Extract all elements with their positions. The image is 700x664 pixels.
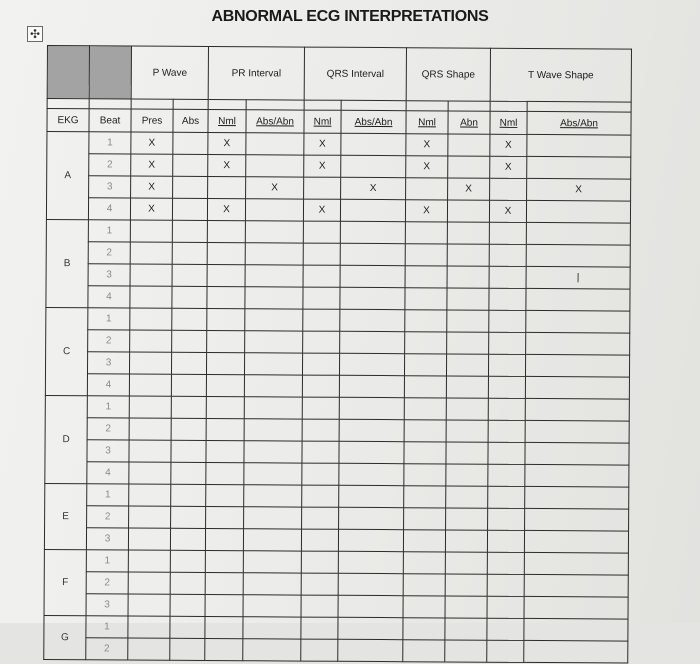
cell-p-pres[interactable]: X — [131, 132, 173, 154]
cell-pr-nml[interactable] — [206, 462, 244, 484]
cell-pr-nml[interactable]: X — [208, 154, 246, 176]
cell-qrs-int-nml[interactable] — [302, 353, 339, 375]
cell-p-abs[interactable] — [171, 484, 206, 506]
cell-qrs-shape-abn[interactable] — [448, 134, 490, 156]
cell-p-pres[interactable]: X — [131, 154, 173, 176]
cell-pr-nml[interactable] — [206, 506, 244, 528]
cell-pr-abs-abn[interactable] — [244, 397, 302, 419]
cell-pr-nml[interactable] — [205, 594, 243, 616]
cell-qrs-shape-abn[interactable] — [447, 310, 489, 332]
cell-qrs-shape-nml[interactable] — [404, 508, 446, 530]
beat-number: 2 — [86, 572, 128, 594]
cell-p-abs[interactable] — [173, 132, 208, 154]
cell-qrs-int-abs-abn[interactable] — [340, 221, 405, 243]
cell-qrs-int-abs-abn[interactable] — [338, 573, 403, 595]
subheader-t-wave-abs-abn: Abs/Abn — [527, 111, 631, 135]
cell-qrs-int-abs-abn[interactable] — [340, 243, 405, 265]
cell-qrs-shape-abn[interactable] — [445, 596, 487, 618]
beat-number: 3 — [88, 264, 130, 286]
subheader-ekg: EKG — [47, 109, 89, 132]
cell-p-abs[interactable] — [172, 242, 207, 264]
cell-pr-nml[interactable] — [206, 352, 244, 374]
cell-qrs-int-nml[interactable] — [303, 265, 340, 287]
subheader-qrs-shape-abn: Abn — [448, 111, 490, 134]
beat-number: 1 — [86, 616, 128, 638]
subheader-qrs-shape-nml: Nml — [406, 111, 448, 134]
cell-t-wave-nml[interactable] — [489, 288, 526, 310]
cell-t-wave-nml[interactable] — [489, 266, 526, 288]
cell-t-wave-nml[interactable] — [489, 332, 526, 354]
cell-qrs-shape-abn[interactable] — [446, 376, 488, 398]
cell-qrs-shape-nml[interactable]: X — [406, 134, 448, 156]
cell-qrs-int-nml[interactable]: X — [303, 199, 340, 221]
beat-number: 4 — [88, 198, 130, 220]
cell-t-wave-abs-abn[interactable] — [527, 134, 631, 157]
cell-pr-nml[interactable] — [207, 220, 245, 242]
cell-p-pres[interactable] — [130, 308, 172, 330]
cell-qrs-shape-nml[interactable] — [405, 288, 447, 310]
cell-p-abs[interactable] — [171, 396, 206, 418]
subheader-beat: Beat — [89, 109, 131, 132]
cell-p-pres[interactable] — [129, 374, 171, 396]
cell-qrs-int-abs-abn[interactable] — [339, 507, 404, 529]
cell-pr-nml[interactable] — [208, 176, 246, 198]
cell-qrs-int-abs-abn[interactable] — [338, 639, 403, 661]
cell-p-pres[interactable] — [129, 396, 171, 418]
cell-p-abs[interactable] — [171, 352, 206, 374]
cell-p-pres[interactable] — [128, 572, 170, 594]
cell-pr-nml[interactable] — [207, 286, 245, 308]
cell-qrs-int-abs-abn[interactable] — [338, 617, 403, 639]
beat-number: 3 — [89, 176, 131, 198]
cell-t-wave-nml[interactable] — [488, 486, 525, 508]
cell-qrs-shape-nml[interactable] — [404, 354, 446, 376]
cell-qrs-int-nml[interactable] — [303, 309, 340, 331]
cell-pr-nml[interactable] — [206, 396, 244, 418]
cell-qrs-shape-nml[interactable] — [403, 640, 445, 662]
cell-qrs-shape-nml[interactable]: X — [406, 156, 448, 178]
cell-qrs-shape-abn[interactable] — [445, 640, 487, 662]
beat-number: 4 — [87, 374, 129, 396]
cell-t-wave-nml[interactable] — [487, 530, 524, 552]
cell-t-wave-abs-abn[interactable] — [526, 310, 630, 333]
cell-qrs-int-abs-abn[interactable] — [339, 463, 404, 485]
cell-qrs-shape-abn[interactable] — [447, 222, 489, 244]
cell-qrs-int-abs-abn[interactable]: X — [341, 177, 406, 199]
cell-pr-nml[interactable] — [206, 484, 244, 506]
cell-qrs-shape-nml[interactable] — [403, 552, 445, 574]
cell-qrs-int-abs-abn[interactable] — [340, 265, 405, 287]
cell-pr-abs-abn[interactable] — [244, 375, 302, 397]
cell-qrs-shape-abn[interactable] — [447, 266, 489, 288]
cell-p-pres[interactable] — [128, 528, 170, 550]
cell-p-pres[interactable] — [128, 594, 170, 616]
beat-number: 3 — [86, 594, 128, 616]
cell-t-wave-abs-abn[interactable] — [526, 200, 630, 223]
cell-p-pres[interactable] — [130, 242, 172, 264]
cell-pr-abs-abn[interactable] — [245, 331, 303, 353]
cell-qrs-int-nml[interactable] — [301, 529, 338, 551]
cell-qrs-int-nml[interactable] — [301, 573, 338, 595]
cell-pr-nml[interactable] — [206, 440, 244, 462]
cell-p-pres[interactable] — [129, 352, 171, 374]
cell-qrs-int-nml[interactable] — [302, 441, 339, 463]
cell-pr-abs-abn[interactable] — [245, 243, 303, 265]
ekg-label: D — [45, 395, 88, 483]
header-qrs-shape: QRS Shape — [406, 48, 490, 102]
cell-qrs-shape-abn[interactable] — [445, 530, 487, 552]
beat-number: 3 — [87, 440, 129, 462]
ekg-label: A — [46, 132, 89, 220]
cell-pr-abs-abn[interactable] — [243, 573, 301, 595]
cell-qrs-shape-nml[interactable] — [405, 266, 447, 288]
cell-qrs-int-nml[interactable] — [301, 595, 338, 617]
cell-p-abs[interactable] — [172, 330, 207, 352]
cell-p-pres[interactable]: X — [131, 176, 173, 198]
cell-t-wave-abs-abn[interactable] — [524, 596, 628, 619]
cell-p-abs[interactable] — [173, 176, 208, 198]
cell-qrs-shape-abn[interactable] — [446, 508, 488, 530]
cell-qrs-shape-abn[interactable] — [447, 288, 489, 310]
cell-qrs-int-abs-abn[interactable] — [339, 353, 404, 375]
cell-qrs-shape-nml[interactable] — [403, 574, 445, 596]
cell-t-wave-nml[interactable] — [488, 442, 525, 464]
cell-t-wave-abs-abn[interactable] — [526, 288, 630, 311]
cell-p-abs[interactable] — [170, 528, 205, 550]
cell-qrs-shape-abn[interactable] — [446, 486, 488, 508]
cell-t-wave-abs-abn[interactable] — [527, 156, 631, 179]
beat-number: 1 — [86, 550, 128, 572]
cell-t-wave-nml[interactable] — [488, 354, 525, 376]
cell-t-wave-nml[interactable] — [489, 310, 526, 332]
cell-qrs-shape-nml[interactable] — [403, 596, 445, 618]
cell-qrs-int-abs-abn[interactable] — [339, 419, 404, 441]
cell-qrs-int-nml[interactable] — [302, 463, 339, 485]
cell-qrs-int-nml[interactable] — [301, 639, 338, 661]
cell-qrs-shape-abn[interactable] — [448, 156, 490, 178]
cell-t-wave-nml[interactable] — [487, 618, 524, 640]
cell-qrs-shape-nml[interactable] — [405, 310, 447, 332]
cell-p-pres[interactable] — [129, 418, 171, 440]
cell-p-abs[interactable] — [171, 506, 206, 528]
cell-qrs-shape-nml[interactable] — [404, 464, 446, 486]
cell-pr-nml[interactable] — [207, 264, 245, 286]
cell-qrs-shape-abn[interactable] — [445, 574, 487, 596]
cell-qrs-shape-abn[interactable] — [445, 552, 487, 574]
cell-qrs-shape-nml[interactable] — [405, 222, 447, 244]
cell-qrs-shape-abn[interactable] — [446, 354, 488, 376]
cell-t-wave-nml[interactable] — [489, 222, 526, 244]
cell-qrs-shape-abn[interactable] — [446, 420, 488, 442]
subheader-p-abs: Abs — [173, 109, 208, 132]
header-blank-ekg — [47, 46, 89, 99]
cell-qrs-shape-nml[interactable]: X — [405, 200, 447, 222]
cell-qrs-int-nml[interactable] — [304, 177, 341, 199]
page-title: ABNORMAL ECG INTERPRETATIONS — [211, 8, 489, 25]
cell-pr-abs-abn[interactable] — [243, 617, 301, 639]
cell-qrs-int-abs-abn[interactable] — [341, 155, 406, 177]
subheader-qrs-int-abs-abn: Abs/Abn — [341, 110, 406, 133]
cell-pr-nml[interactable]: X — [207, 198, 245, 220]
cell-qrs-shape-abn[interactable] — [446, 442, 488, 464]
header-pr-interval: PR Interval — [208, 46, 304, 100]
cell-pr-nml[interactable] — [206, 418, 244, 440]
table-row — [44, 637, 628, 663]
cell-qrs-shape-abn[interactable] — [446, 398, 488, 420]
cell-pr-abs-abn[interactable] — [246, 133, 304, 155]
header-p-wave: P Wave — [131, 46, 208, 99]
cell-pr-nml[interactable] — [206, 374, 244, 396]
cell-pr-abs-abn[interactable] — [244, 507, 302, 529]
cell-p-pres[interactable] — [128, 616, 170, 638]
cell-qrs-int-nml[interactable] — [303, 287, 340, 309]
cell-t-wave-abs-abn[interactable] — [524, 640, 628, 663]
cell-t-wave-abs-abn[interactable] — [524, 618, 628, 641]
cell-qrs-shape-abn[interactable] — [447, 332, 489, 354]
cell-qrs-shape-nml[interactable] — [403, 618, 445, 640]
cell-qrs-int-nml[interactable] — [303, 243, 340, 265]
beat-number: 4 — [87, 462, 129, 484]
header-t-wave-shape: T Wave Shape — [490, 48, 631, 102]
cell-qrs-int-nml[interactable] — [302, 485, 339, 507]
cell-t-wave-nml[interactable] — [487, 596, 524, 618]
cell-p-abs[interactable] — [171, 374, 206, 396]
cell-t-wave-nml[interactable]: X — [490, 156, 527, 178]
subheader-pr-abs-abn: Abs/Abn — [246, 110, 304, 133]
cell-qrs-shape-nml[interactable] — [404, 486, 446, 508]
ekg-label: G — [44, 615, 86, 659]
cell-t-wave-nml[interactable] — [487, 640, 524, 662]
cell-t-wave-nml[interactable] — [490, 178, 527, 200]
cell-qrs-shape-nml[interactable] — [405, 332, 447, 354]
cell-qrs-int-nml[interactable]: X — [304, 133, 341, 155]
cell-pr-abs-abn[interactable] — [243, 639, 301, 661]
beat-number: 1 — [88, 220, 130, 242]
beat-number: 2 — [89, 154, 131, 176]
cell-qrs-int-abs-abn[interactable] — [340, 331, 405, 353]
cell-qrs-shape-nml[interactable] — [405, 244, 447, 266]
cell-p-pres[interactable] — [130, 220, 172, 242]
cell-t-wave-abs-abn[interactable] — [525, 508, 629, 531]
header-blank-beat — [89, 46, 131, 99]
cell-pr-nml[interactable] — [207, 242, 245, 264]
cell-pr-abs-abn[interactable] — [244, 441, 302, 463]
cell-p-pres[interactable] — [128, 638, 170, 660]
cell-qrs-int-nml[interactable] — [302, 397, 339, 419]
cell-qrs-shape-nml[interactable] — [404, 420, 446, 442]
subheader-qrs-int-nml: Nml — [304, 110, 341, 133]
beat-number: 4 — [88, 286, 130, 308]
cell-pr-nml[interactable] — [207, 330, 245, 352]
table-body — [44, 132, 631, 664]
cell-p-abs[interactable] — [170, 638, 205, 660]
cell-qrs-int-abs-abn[interactable] — [340, 309, 405, 331]
cell-p-abs[interactable] — [171, 440, 206, 462]
cell-qrs-shape-nml[interactable] — [404, 376, 446, 398]
cell-qrs-int-nml[interactable] — [302, 507, 339, 529]
cell-qrs-int-abs-abn[interactable] — [338, 551, 403, 573]
cell-qrs-int-nml[interactable]: X — [304, 155, 341, 177]
cell-t-wave-abs-abn[interactable] — [526, 332, 630, 355]
cell-pr-nml[interactable] — [205, 550, 243, 572]
cell-p-abs[interactable] — [172, 198, 207, 220]
ekg-label: E — [44, 483, 86, 549]
cell-pr-nml[interactable] — [207, 308, 245, 330]
cell-qrs-int-abs-abn[interactable] — [339, 485, 404, 507]
cell-t-wave-abs-abn[interactable]: X — [527, 178, 631, 201]
cell-pr-nml[interactable] — [205, 528, 243, 550]
cell-qrs-shape-abn[interactable] — [446, 464, 488, 486]
cell-qrs-int-abs-abn[interactable] — [338, 529, 403, 551]
cell-p-abs[interactable] — [171, 462, 206, 484]
cell-qrs-int-nml[interactable] — [302, 375, 339, 397]
cell-pr-abs-abn[interactable] — [243, 551, 301, 573]
cell-pr-abs-abn[interactable] — [244, 419, 302, 441]
beat-number: 2 — [88, 242, 130, 264]
cell-p-abs[interactable] — [170, 550, 205, 572]
cell-p-abs[interactable] — [173, 154, 208, 176]
cell-p-pres[interactable]: X — [130, 198, 172, 220]
cell-pr-abs-abn[interactable] — [246, 155, 304, 177]
cell-p-pres[interactable] — [129, 506, 171, 528]
cell-t-wave-abs-abn[interactable] — [524, 574, 628, 597]
cell-t-wave-abs-abn[interactable] — [525, 442, 629, 465]
cell-pr-abs-abn[interactable] — [245, 265, 303, 287]
cell-t-wave-abs-abn[interactable] — [524, 530, 628, 553]
cell-pr-abs-abn[interactable] — [244, 485, 302, 507]
ekg-label: F — [44, 549, 86, 615]
cell-qrs-int-abs-abn[interactable] — [338, 595, 403, 617]
beat-number: 3 — [87, 352, 129, 374]
cell-p-abs[interactable] — [170, 616, 205, 638]
subheader-t-wave-nml: Nml — [490, 111, 527, 134]
beat-number: 3 — [86, 528, 128, 550]
cell-pr-nml[interactable] — [205, 616, 243, 638]
cell-qrs-shape-nml[interactable] — [404, 442, 446, 464]
ekg-label: C — [45, 307, 88, 395]
cell-p-abs[interactable] — [170, 572, 205, 594]
cell-t-wave-nml[interactable] — [488, 420, 525, 442]
cell-pr-abs-abn[interactable] — [243, 529, 301, 551]
table-move-handle-icon[interactable]: ✣ — [27, 26, 43, 42]
beat-number: 1 — [88, 308, 130, 330]
cell-t-wave-abs-abn[interactable] — [525, 376, 629, 399]
beat-number: 2 — [88, 330, 130, 352]
cell-pr-abs-abn[interactable] — [245, 199, 303, 221]
cell-t-wave-nml[interactable] — [488, 398, 525, 420]
cell-pr-nml[interactable] — [205, 638, 243, 660]
cell-pr-abs-abn[interactable]: X — [246, 177, 304, 199]
cell-p-pres[interactable] — [129, 462, 171, 484]
cell-t-wave-abs-abn[interactable] — [525, 464, 629, 487]
cell-qrs-shape-nml[interactable] — [403, 530, 445, 552]
beat-number: 2 — [86, 638, 128, 660]
cell-t-wave-abs-abn[interactable] — [525, 486, 629, 509]
cell-p-abs[interactable] — [171, 418, 206, 440]
cell-p-pres[interactable] — [130, 286, 172, 308]
ecg-interpretation-table — [43, 45, 632, 664]
cell-t-wave-abs-abn[interactable] — [524, 552, 628, 575]
cell-t-wave-abs-abn[interactable] — [525, 354, 629, 377]
cell-t-wave-nml[interactable] — [488, 464, 525, 486]
subheader-p-pres: Pres — [131, 109, 173, 132]
cell-pr-nml[interactable]: X — [208, 132, 246, 154]
cell-qrs-shape-nml[interactable] — [406, 178, 448, 200]
cell-qrs-shape-abn[interactable] — [447, 244, 489, 266]
cell-p-pres[interactable] — [128, 550, 170, 572]
beat-number: 1 — [87, 396, 129, 418]
cell-pr-abs-abn[interactable] — [244, 463, 302, 485]
cell-qrs-shape-abn[interactable] — [447, 200, 489, 222]
cell-qrs-int-nml[interactable] — [301, 551, 338, 573]
cell-qrs-int-nml[interactable] — [303, 221, 340, 243]
beat-number: 2 — [87, 506, 129, 528]
cell-qrs-int-abs-abn[interactable] — [341, 133, 406, 155]
cell-t-wave-abs-abn[interactable]: | — [526, 266, 630, 289]
subheader-pr-nml: Nml — [208, 109, 246, 132]
cell-t-wave-nml[interactable] — [488, 376, 525, 398]
cell-pr-nml[interactable] — [205, 572, 243, 594]
beat-number: 1 — [89, 132, 131, 154]
cell-p-abs[interactable] — [172, 264, 207, 286]
cell-qrs-int-abs-abn[interactable] — [340, 287, 405, 309]
cell-t-wave-abs-abn[interactable] — [526, 222, 630, 245]
cell-t-wave-nml[interactable] — [488, 508, 525, 530]
cell-t-wave-abs-abn[interactable] — [525, 398, 629, 421]
cell-qrs-shape-nml[interactable] — [404, 398, 446, 420]
cell-p-pres[interactable] — [129, 440, 171, 462]
cell-p-abs[interactable] — [170, 594, 205, 616]
cell-p-abs[interactable] — [172, 308, 207, 330]
header-qrs-interval: QRS Interval — [304, 47, 406, 101]
cell-p-pres[interactable] — [130, 264, 172, 286]
cell-pr-abs-abn[interactable] — [245, 221, 303, 243]
cell-p-abs[interactable] — [172, 286, 207, 308]
cell-p-abs[interactable] — [172, 220, 207, 242]
cell-qrs-int-abs-abn[interactable] — [340, 199, 405, 221]
cell-t-wave-abs-abn[interactable] — [525, 420, 629, 443]
cell-p-pres[interactable] — [129, 484, 171, 506]
ekg-label: B — [46, 219, 89, 307]
cell-qrs-int-abs-abn[interactable] — [339, 375, 404, 397]
cell-qrs-int-nml[interactable] — [301, 617, 338, 639]
cell-qrs-int-nml[interactable] — [303, 331, 340, 353]
cell-t-wave-nml[interactable]: X — [490, 134, 527, 156]
cell-qrs-int-nml[interactable] — [302, 419, 339, 441]
beat-number: 1 — [87, 484, 129, 506]
cell-pr-abs-abn[interactable] — [245, 287, 303, 309]
cell-t-wave-nml[interactable]: X — [489, 200, 526, 222]
cell-t-wave-nml[interactable] — [487, 552, 524, 574]
cell-qrs-int-abs-abn[interactable] — [339, 397, 404, 419]
cell-qrs-shape-abn[interactable]: X — [448, 178, 490, 200]
cell-pr-abs-abn[interactable] — [243, 595, 301, 617]
cell-pr-abs-abn[interactable] — [245, 309, 303, 331]
cell-t-wave-nml[interactable] — [487, 574, 524, 596]
cell-p-pres[interactable] — [130, 330, 172, 352]
cell-t-wave-abs-abn[interactable] — [526, 244, 630, 267]
cell-t-wave-nml[interactable] — [489, 244, 526, 266]
cell-qrs-shape-abn[interactable] — [445, 618, 487, 640]
cell-qrs-int-abs-abn[interactable] — [339, 441, 404, 463]
beat-number: 2 — [87, 418, 129, 440]
cell-pr-abs-abn[interactable] — [244, 353, 302, 375]
